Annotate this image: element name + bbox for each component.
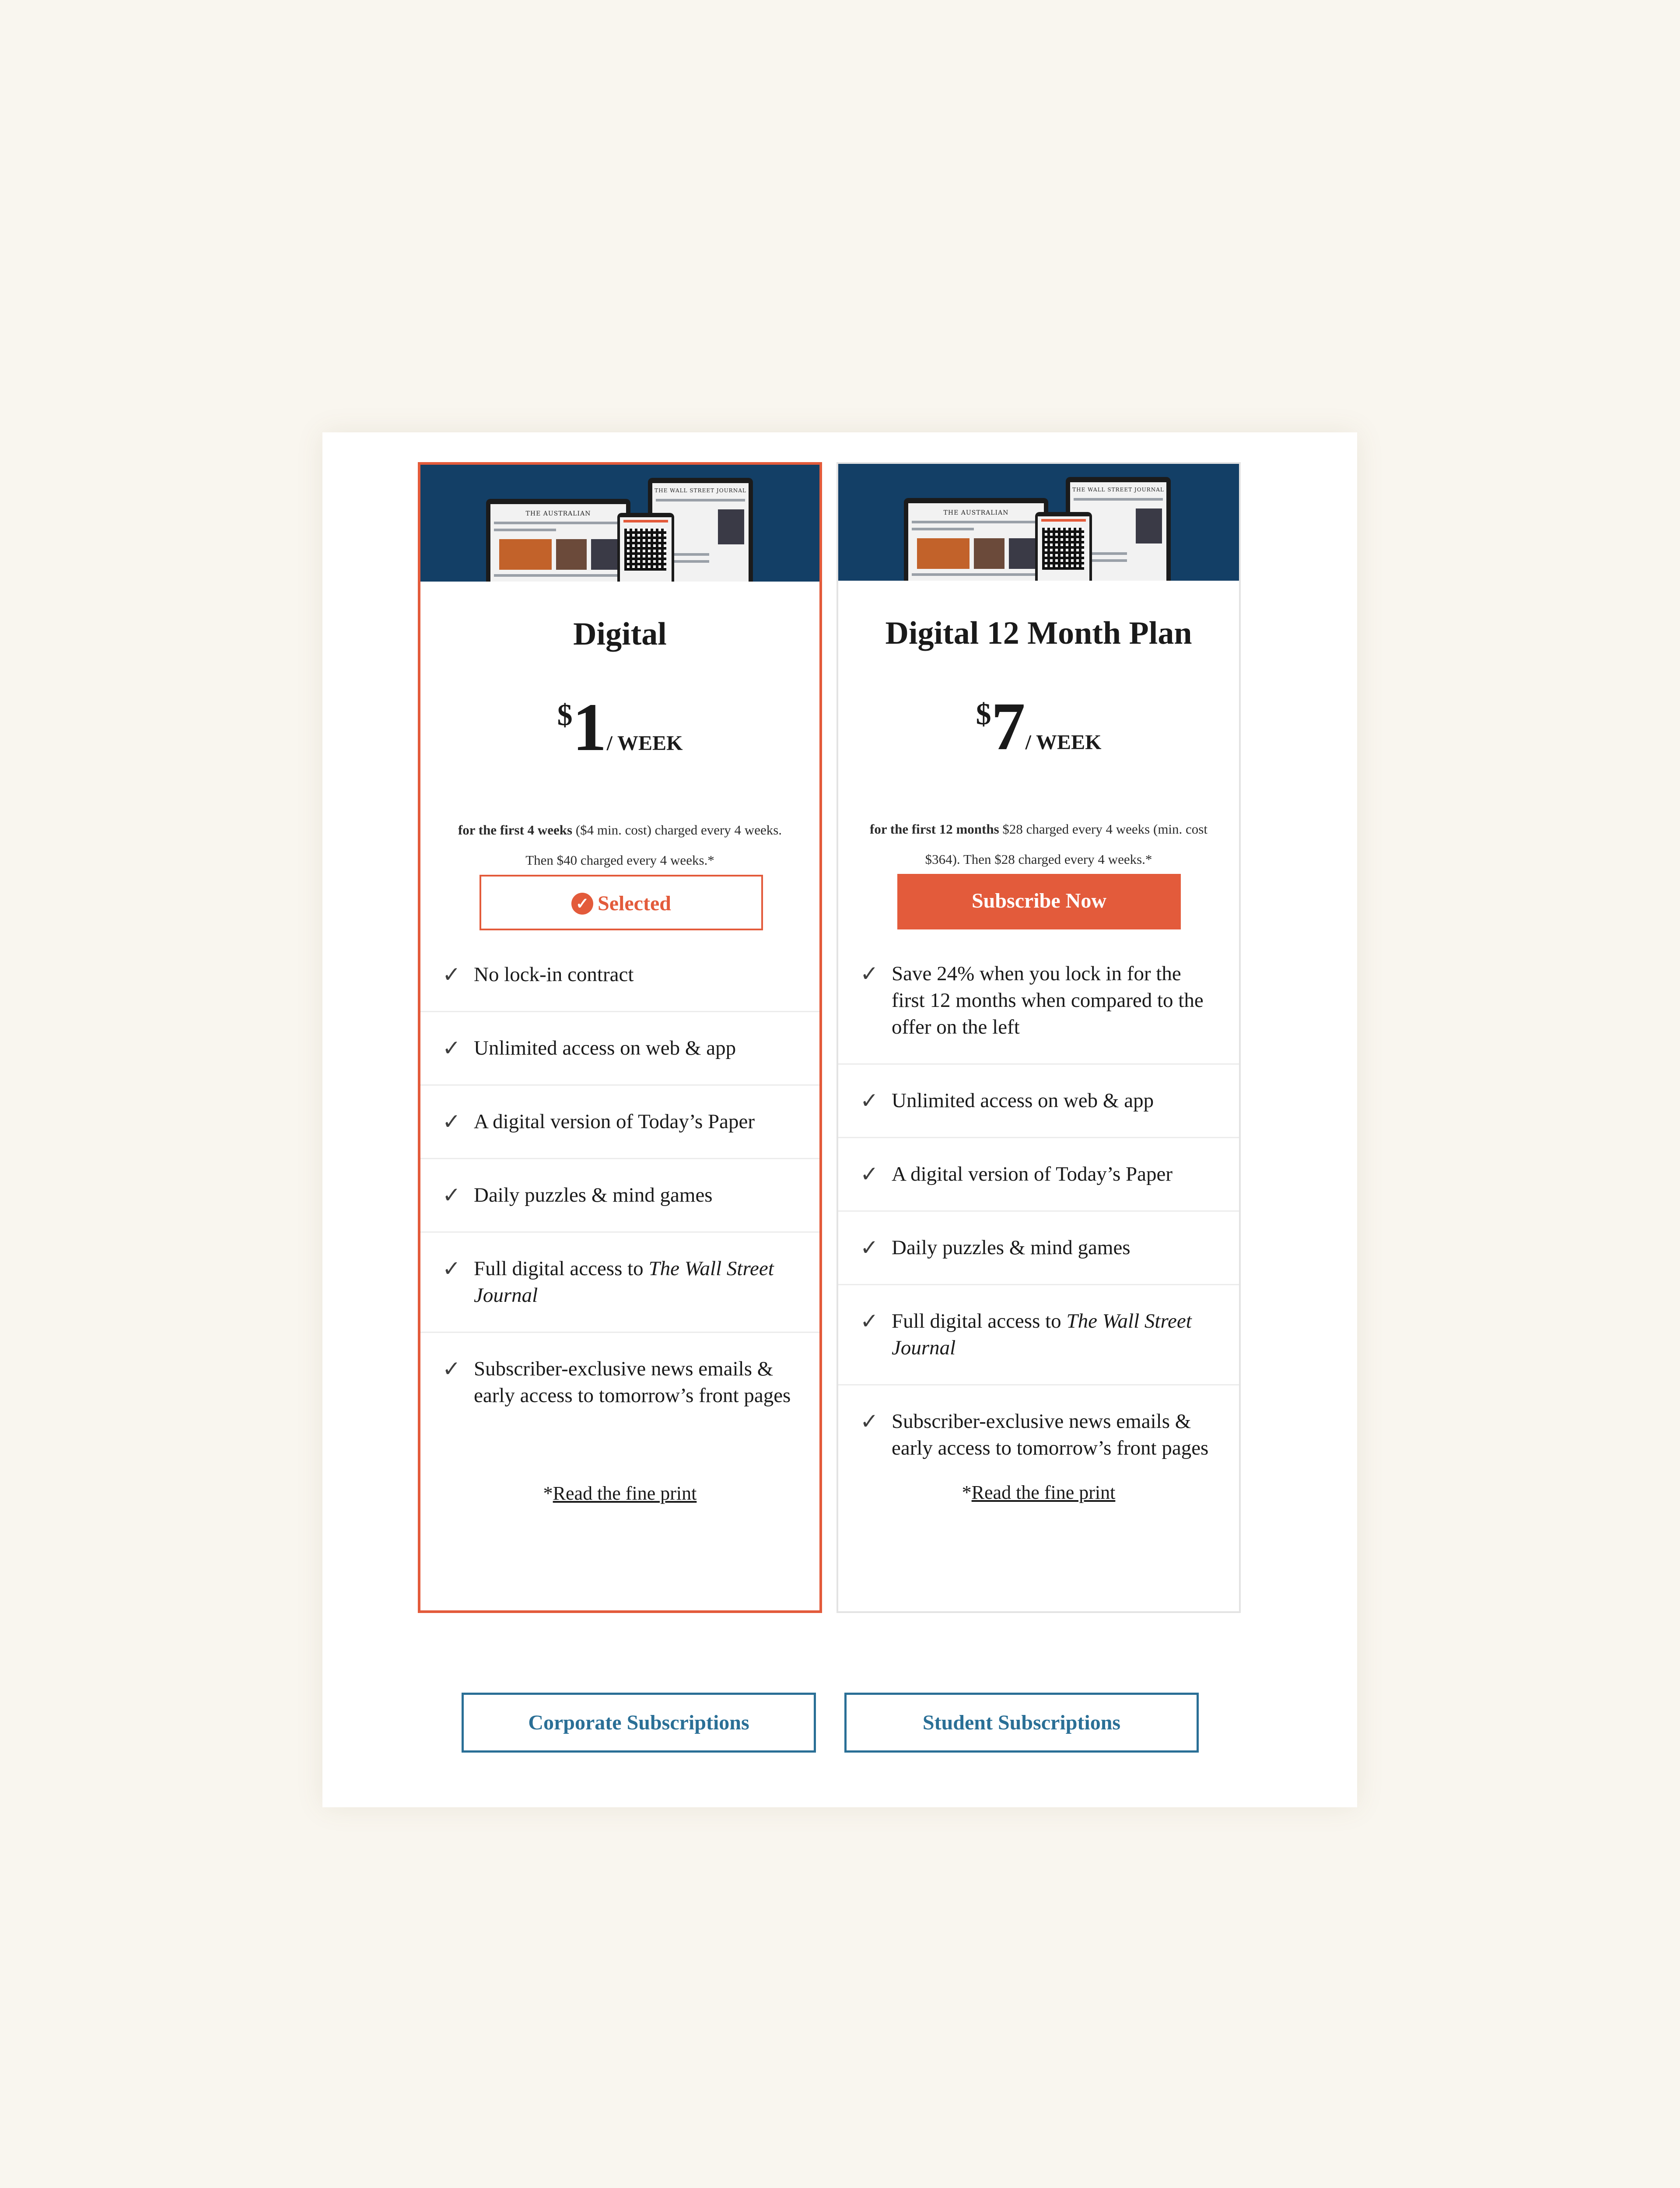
price-note xyxy=(851,814,1226,874)
feature-item xyxy=(420,1159,819,1233)
fine-print-link[interactable]: Read the fine print xyxy=(971,1482,1116,1503)
feature-item xyxy=(420,1233,819,1333)
feature-text: A digital version of Today’s Paper xyxy=(892,1163,1173,1185)
checkmark-icon: ✓ xyxy=(442,1035,461,1061)
price-period: / WEEK xyxy=(606,732,683,755)
feature-item xyxy=(838,1065,1239,1138)
devices-hero-image xyxy=(838,464,1239,581)
feature-text: No lock-in contract xyxy=(474,963,634,986)
phone-device-image xyxy=(1035,512,1092,581)
checkmark-icon: ✓ xyxy=(442,1256,461,1281)
price-period: / WEEK xyxy=(1025,731,1102,754)
feature-text: Subscriber-exclusive news emails & early access to tomorrow’s front pages xyxy=(892,1410,1209,1459)
feature-text: Daily puzzles & mind games xyxy=(474,1184,713,1206)
plans-panel xyxy=(322,432,1357,1807)
fine-print xyxy=(838,1481,1239,1504)
phone-device-image xyxy=(617,513,674,582)
feature-text: Unlimited access on web & app xyxy=(474,1037,736,1059)
plan-title: Digital xyxy=(573,616,667,652)
masthead-text: THE AUSTRALIAN xyxy=(525,510,591,517)
selected-button-label: Selected xyxy=(598,892,671,915)
feature-text-italic: The Wall Street Journal xyxy=(892,1310,1192,1359)
price-note-text: $28 charged every 4 weeks (min. cost xyxy=(999,821,1208,837)
feature-text: Full digital access to xyxy=(474,1257,649,1280)
masthead-text: THE WALL STREET JOURNAL xyxy=(654,487,746,494)
plan-price xyxy=(420,689,819,765)
feature-item xyxy=(420,1086,819,1159)
checkmark-icon: ✓ xyxy=(442,962,461,987)
fine-print-asterisk: * xyxy=(962,1482,972,1503)
feature-text: Daily puzzles & mind games xyxy=(892,1236,1130,1259)
fine-print-asterisk: * xyxy=(543,1483,553,1504)
feature-item xyxy=(838,938,1239,1065)
price-currency: $ xyxy=(557,698,573,732)
price-note-bold: for the first 4 weeks xyxy=(458,822,573,838)
check-circle-icon: ✓ xyxy=(571,893,593,915)
checkmark-icon: ✓ xyxy=(442,1109,461,1134)
price-currency: $ xyxy=(976,698,991,731)
feature-text: Subscriber-exclusive news emails & early access to tomorrow’s front pages xyxy=(474,1357,791,1407)
feature-item xyxy=(420,1012,819,1086)
student-subscriptions-button[interactable]: Student Subscriptions xyxy=(844,1693,1199,1753)
devices-hero-image xyxy=(420,465,819,582)
fine-print xyxy=(420,1482,819,1504)
checkmark-icon: ✓ xyxy=(442,1356,461,1382)
feature-text: Save 24% when you lock in for the first 12 months when compared to the offer on the left xyxy=(892,962,1204,1038)
checkmark-icon: ✓ xyxy=(860,1161,878,1187)
checkmark-icon: ✓ xyxy=(860,961,878,986)
feature-item xyxy=(838,1212,1239,1285)
feature-item xyxy=(838,1138,1239,1212)
price-note-line2: $364). Then $28 charged every 4 weeks.* xyxy=(925,852,1152,867)
feature-text: Unlimited access on web & app xyxy=(892,1089,1154,1112)
checkmark-icon: ✓ xyxy=(860,1409,878,1434)
feature-text: A digital version of Today’s Paper xyxy=(474,1110,755,1133)
checkmark-icon: ✓ xyxy=(860,1308,878,1334)
checkmark-icon: ✓ xyxy=(442,1182,461,1208)
checkmark-icon: ✓ xyxy=(860,1088,878,1113)
laptop-device-image xyxy=(486,499,630,582)
plan-card-digital-12-month[interactable] xyxy=(836,462,1241,1613)
feature-item xyxy=(838,1385,1239,1484)
subscribe-now-button[interactable]: Subscribe Now xyxy=(897,874,1181,929)
feature-text: Full digital access to xyxy=(892,1310,1067,1332)
corporate-subscriptions-button[interactable]: Corporate Subscriptions xyxy=(462,1693,816,1753)
price-note-line2: Then $40 charged every 4 weeks.* xyxy=(525,852,714,868)
laptop-device-image xyxy=(904,498,1048,581)
feature-item xyxy=(838,1285,1239,1385)
price-amount: 1 xyxy=(572,689,607,765)
price-note xyxy=(434,815,806,875)
price-note-text: ($4 min. cost) charged every 4 weeks. xyxy=(572,822,782,838)
feature-item xyxy=(420,939,819,1012)
feature-text-italic: The Wall Street Journal xyxy=(474,1257,774,1307)
feature-list xyxy=(838,938,1239,1484)
masthead-text: THE WALL STREET JOURNAL xyxy=(1072,487,1164,493)
feature-item xyxy=(420,1333,819,1432)
feature-list xyxy=(420,939,819,1432)
plan-title: Digital 12 Month Plan xyxy=(885,615,1192,651)
price-amount: 7 xyxy=(991,688,1026,764)
price-note-bold: for the first 12 months xyxy=(870,821,999,837)
masthead-text: THE AUSTRALIAN xyxy=(943,509,1009,516)
plan-price xyxy=(838,688,1239,764)
fine-print-link[interactable]: Read the fine print xyxy=(553,1483,697,1504)
selected-button[interactable] xyxy=(480,875,763,930)
checkmark-icon: ✓ xyxy=(860,1235,878,1260)
plan-card-digital[interactable] xyxy=(418,462,822,1613)
